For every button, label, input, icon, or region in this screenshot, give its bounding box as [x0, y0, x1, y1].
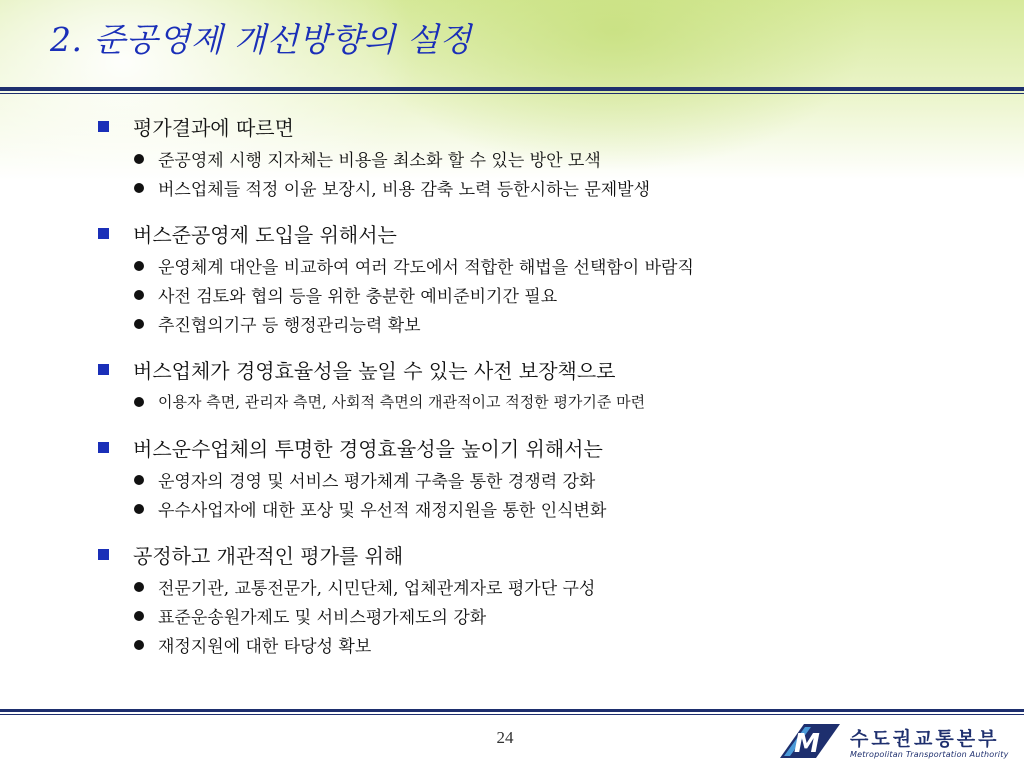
square-bullet-icon — [98, 364, 109, 375]
list-item-text: 재정지원에 대한 타당성 확보 — [158, 637, 372, 657]
org-name-english: Metropolitan Transportation Authority — [850, 750, 1009, 759]
list-item — [134, 251, 998, 280]
square-bullet-icon — [98, 442, 109, 453]
section-guarantee — [98, 351, 998, 416]
slide-title: 2. 준공영제 개선방향의 설정 — [50, 20, 472, 59]
dot-bullet-icon — [134, 397, 144, 407]
dot-bullet-icon — [134, 183, 144, 193]
section-fair-evaluation — [98, 536, 998, 659]
list-item-text: 전문기관, 교통전문가, 시민단체, 업체관계자로 평가단 구성 — [158, 579, 596, 599]
dot-bullet-icon — [134, 290, 144, 300]
dot-bullet-icon — [134, 475, 144, 485]
list-item — [134, 601, 998, 630]
footer-divider — [0, 709, 1024, 712]
square-bullet-icon — [98, 121, 109, 132]
section-heading-row — [98, 108, 998, 144]
list-item-text: 추진협의기구 등 행정관리능력 확보 — [158, 316, 421, 336]
list-item-text: 표준운송원가제도 및 서비스평가제도의 강화 — [158, 608, 487, 628]
svg-text:M: M — [794, 729, 820, 759]
org-logo — [778, 720, 1018, 764]
list-item — [134, 144, 998, 173]
title-divider-thin — [0, 93, 1024, 94]
list-item — [134, 387, 998, 416]
dot-bullet-icon — [134, 504, 144, 514]
dot-bullet-icon — [134, 154, 144, 164]
list-item — [134, 465, 998, 494]
section-evaluation-results — [98, 108, 998, 202]
section-heading: 버스운수업체의 투명한 경영효율성을 높이기 위해서는 — [133, 436, 603, 461]
dot-bullet-icon — [134, 319, 144, 329]
list-item-text: 준공영제 시행 지자체는 비용을 최소화 할 수 있는 방안 모색 — [158, 151, 601, 171]
list-item-text: 사전 검토와 협의 등을 위한 충분한 예비준비기간 필요 — [158, 287, 558, 307]
section-heading: 버스준공영제 도입을 위해서는 — [133, 222, 397, 247]
title-divider — [0, 87, 1024, 91]
dot-bullet-icon — [134, 261, 144, 271]
org-name: 수도권교통본부 — [850, 728, 1000, 750]
section-heading-row — [98, 351, 998, 387]
section-heading: 공정하고 개관적인 평가를 위해 — [133, 543, 404, 568]
section-heading-row — [98, 215, 998, 251]
list-item-text: 운영자의 경영 및 서비스 평가체계 구축을 통한 경쟁력 강화 — [158, 472, 596, 492]
dot-bullet-icon — [134, 611, 144, 621]
section-heading: 버스업체가 경영효율성을 높일 수 있는 사전 보장책으로 — [133, 358, 616, 383]
list-item — [134, 572, 998, 601]
section-transparency — [98, 429, 998, 523]
list-item — [134, 494, 998, 523]
list-item-text: 운영체계 대안을 비교하여 여러 각도에서 적합한 해법을 선택함이 바람직 — [158, 258, 694, 278]
mta-logo-icon — [778, 722, 842, 762]
list-item-text: 우수사업자에 대한 포상 및 우선적 재정지원을 통한 인식변화 — [158, 501, 607, 521]
list-item — [134, 309, 998, 338]
page-number: 24 — [496, 728, 514, 747]
list-item — [134, 173, 998, 202]
dot-bullet-icon — [134, 582, 144, 592]
section-heading-row — [98, 429, 998, 465]
square-bullet-icon — [98, 228, 109, 239]
section-heading-row — [98, 536, 998, 572]
list-item-text: 이용자 측면, 관리자 측면, 사회적 측면의 개관적이고 적정한 평가기준 마련 — [158, 393, 646, 411]
footer-divider-thin — [0, 714, 1024, 715]
list-item — [134, 280, 998, 309]
list-item — [134, 630, 998, 659]
section-introduction — [98, 215, 998, 338]
section-heading: 평가결과에 따르면 — [133, 115, 294, 140]
bullet-list — [98, 108, 998, 672]
square-bullet-icon — [98, 549, 109, 560]
dot-bullet-icon — [134, 640, 144, 650]
list-item-text: 버스업체들 적정 이윤 보장시, 비용 감축 노력 등한시하는 문제발생 — [158, 180, 651, 200]
